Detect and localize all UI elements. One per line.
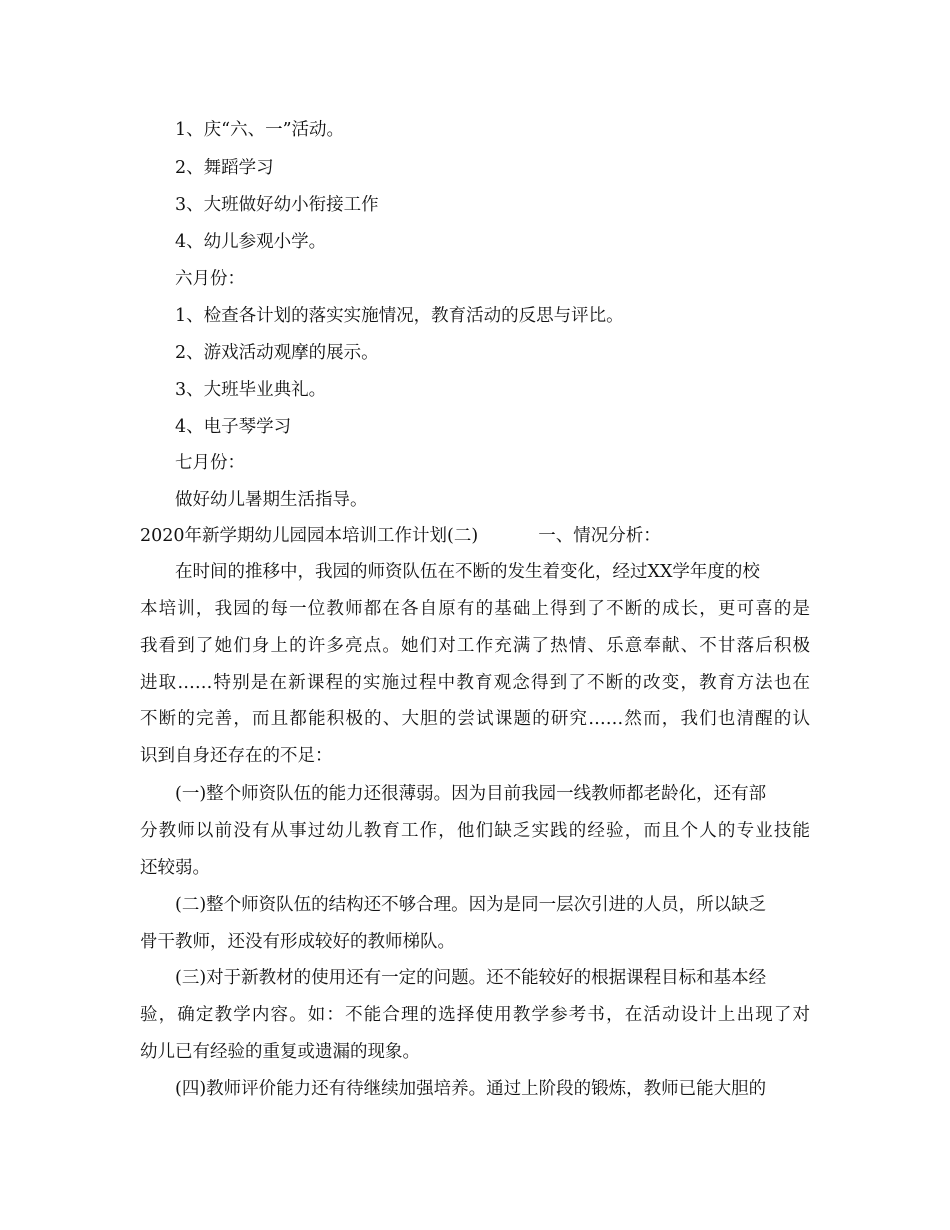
point-3-line: 幼儿已有经验的重复或遗漏的现象。	[140, 1042, 420, 1062]
may-item-4: 4、幼儿参观小学。	[175, 232, 327, 252]
plan-title-line	[140, 524, 661, 548]
july-heading: 七月份：	[175, 453, 245, 473]
plan-title: 2020年新学期幼儿园园本培训工作计划(二)	[140, 526, 479, 546]
june-item-3: 3、大班毕业典礼。	[175, 380, 327, 400]
may-item-2: 2、舞蹈学习	[175, 158, 274, 178]
section-heading: 一、情况分析：	[538, 526, 661, 546]
may-item-1: 1、庆“六、一”活动。	[175, 120, 345, 140]
june-item-4: 4、电子琴学习	[175, 417, 292, 437]
intro-line: 识到自身还存在的不足：	[140, 746, 333, 766]
june-item-1: 1、检查各计划的落实实施情况，教育活动的反思与评比。	[175, 306, 624, 326]
point-4-line: (四)教师评价能力还有待继续加强培养。通过上阶段的锻炼，教师已能大胆的	[175, 1079, 767, 1099]
july-item: 做好幼儿暑期生活指导。	[175, 490, 368, 510]
may-item-3: 3、大班做好幼小衔接工作	[175, 195, 379, 215]
point-1-line: (一)整个师资队伍的能力还很薄弱。因为目前我园一线教师都老龄化，还有部	[175, 784, 767, 804]
intro-line: 本培训，我园的每一位教师都在各自原有的基础上得到了不断的成长，更可喜的是	[140, 599, 810, 619]
point-3-line: 验，确定教学内容。如：不能合理的选择使用教学参考书，在活动设计上出现了对	[140, 1005, 810, 1025]
intro-line: 在时间的推移中，我园的师资队伍在不断的发生着变化，经过XX学年度的校	[175, 562, 760, 582]
point-2-line: 骨干教师，还没有形成较好的教师梯队。	[140, 932, 455, 952]
intro-line: 进取……特别是在新课程的实施过程中教育观念得到了不断的改变，教育方法也在	[140, 673, 810, 693]
point-3-line: (三)对于新教材的使用还有一定的问题。还不能较好的根据课程目标和基本经	[175, 968, 767, 988]
point-2-line: (二)整个师资队伍的结构还不够合理。因为是同一层次引进的人员，所以缺乏	[175, 895, 767, 915]
intro-line: 我看到了她们身上的许多亮点。她们对工作充满了热情、乐意奉献、不甘落后积极	[140, 636, 810, 656]
intro-line: 不断的完善，而且都能积极的、大胆的尝试课题的研究……然而，我们也清醒的认	[140, 709, 810, 729]
june-item-2: 2、游戏活动观摩的展示。	[175, 343, 379, 363]
point-1-line: 分教师以前没有从事过幼儿教育工作，他们缺乏实践的经验，而且个人的专业技能	[140, 821, 810, 841]
point-1-line: 还较弱。	[140, 858, 210, 878]
june-heading: 六月份：	[175, 269, 245, 289]
